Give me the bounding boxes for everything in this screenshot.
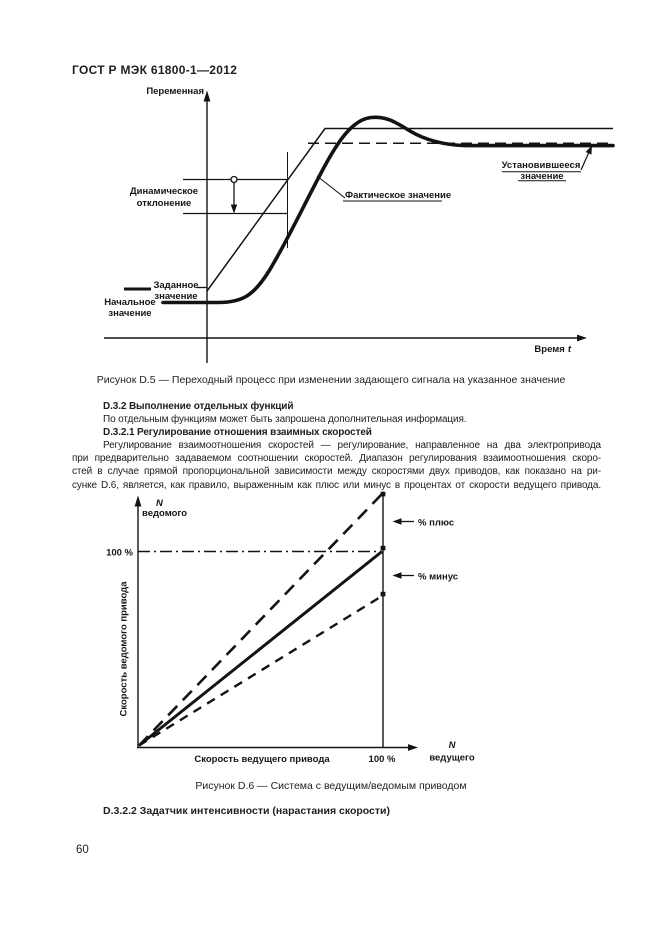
d6-minus-percent-label: % минус <box>418 571 459 583</box>
d6-plus-percent-label: % плюс <box>418 517 455 529</box>
d6-y-symbol: N <box>156 498 163 509</box>
heading-d32: D.3.2 Выполнение отдельных функций <box>103 401 294 412</box>
d6-x-axis-label: Скорость ведущего привода <box>194 754 330 765</box>
d5-actual-value-label: Фактическое значение <box>345 190 452 201</box>
section-d32 <box>72 400 601 492</box>
arrow-up-icon <box>135 496 142 507</box>
paragraph-d321-line2: при предварительно задаваемом соотношении скоростей. Диапазон регулирования взаимоотношения скоро- <box>72 453 601 465</box>
d5-x-axis <box>104 335 587 342</box>
d5-set-value-label-2: значение <box>154 291 198 302</box>
d6-y-axis <box>135 496 142 749</box>
d5-y-axis <box>204 91 211 364</box>
d6-y-axis-label: Скорость ведомого привода <box>118 581 130 717</box>
arrow-right-icon <box>408 744 418 751</box>
d6-minus-percent-arrow <box>393 572 415 578</box>
d5-dynamic-deviation-label-1: Динамическое <box>129 186 199 197</box>
d6-y-symbol-word: ведомого <box>142 508 188 519</box>
document-header: ГОСТ Р МЭК 61800-1—2012 <box>72 63 238 77</box>
arrow-right-icon <box>577 335 587 342</box>
d5-reference-ramp-line <box>207 129 613 292</box>
d6-x-symbol: N <box>448 740 456 751</box>
paragraph-d321-line3: стей в случае прямой пропорциональной зависимости между скоростями двух приводов, как показано на ри- <box>72 466 601 478</box>
d5-settled-value-label-1: Установившееся <box>501 160 581 171</box>
paragraph-d32: По отдельным функциям может быть запрошена дополнительная информация. <box>103 414 467 426</box>
d5-dynamic-deviation-label-2: отклонение <box>136 198 192 209</box>
d5-x-axis-label: Время t <box>534 344 571 355</box>
d5-actual-value-curve <box>163 117 613 302</box>
d6-x-symbol-word: ведущего <box>429 752 475 764</box>
arrow-left-icon <box>393 518 402 524</box>
d6-y-100-tick-label: 100 % <box>106 547 133 559</box>
arrow-down-icon <box>231 205 237 214</box>
d5-dynamic-deviation-marks <box>183 152 288 248</box>
d5-initial-value-label-2: значение <box>108 308 152 319</box>
paragraph-d321-line1: Регулирование взаимоотношения скоростей — регулирование, направленное на два электропривода <box>103 440 601 452</box>
d5-y-axis-label: Переменная <box>146 86 204 97</box>
figure-d5-chart <box>70 85 620 365</box>
d6-plus-percent-arrow <box>393 518 415 524</box>
heading-d321: D.3.2.1 Регулирование отношения взаимных скоростей <box>103 427 372 439</box>
figure-d6-chart <box>100 485 520 775</box>
page-number: 60 <box>76 844 89 856</box>
d6-x-axis <box>137 744 418 751</box>
d5-set-value-label-1: Заданное <box>153 280 199 291</box>
arrow-up-icon <box>204 91 211 102</box>
d6-x-100-tick-label: 100 % <box>368 754 396 765</box>
figure-d5-caption: Рисунок D.5 — Переходный процесс при изменении задающего сигнала на указанное значение <box>96 374 566 386</box>
d5-initial-value-label-1: Начальное <box>104 297 156 308</box>
paragraph-d321-line4: сунке D.6, является, как правило, выраженным как плюс или минус в процентах от скорости ведущего привода. <box>72 479 601 491</box>
figure-d6-caption: Рисунок D.6 — Система с ведущим/ведомым приводом <box>195 780 467 792</box>
d6-ratio-solid-line <box>139 552 382 746</box>
arrow-left-icon <box>393 572 402 578</box>
d5-settled-value-label-2: значение <box>520 171 564 182</box>
heading-d322: D.3.2.2 Задатчик интенсивности (нарастания скорости) <box>103 805 390 817</box>
